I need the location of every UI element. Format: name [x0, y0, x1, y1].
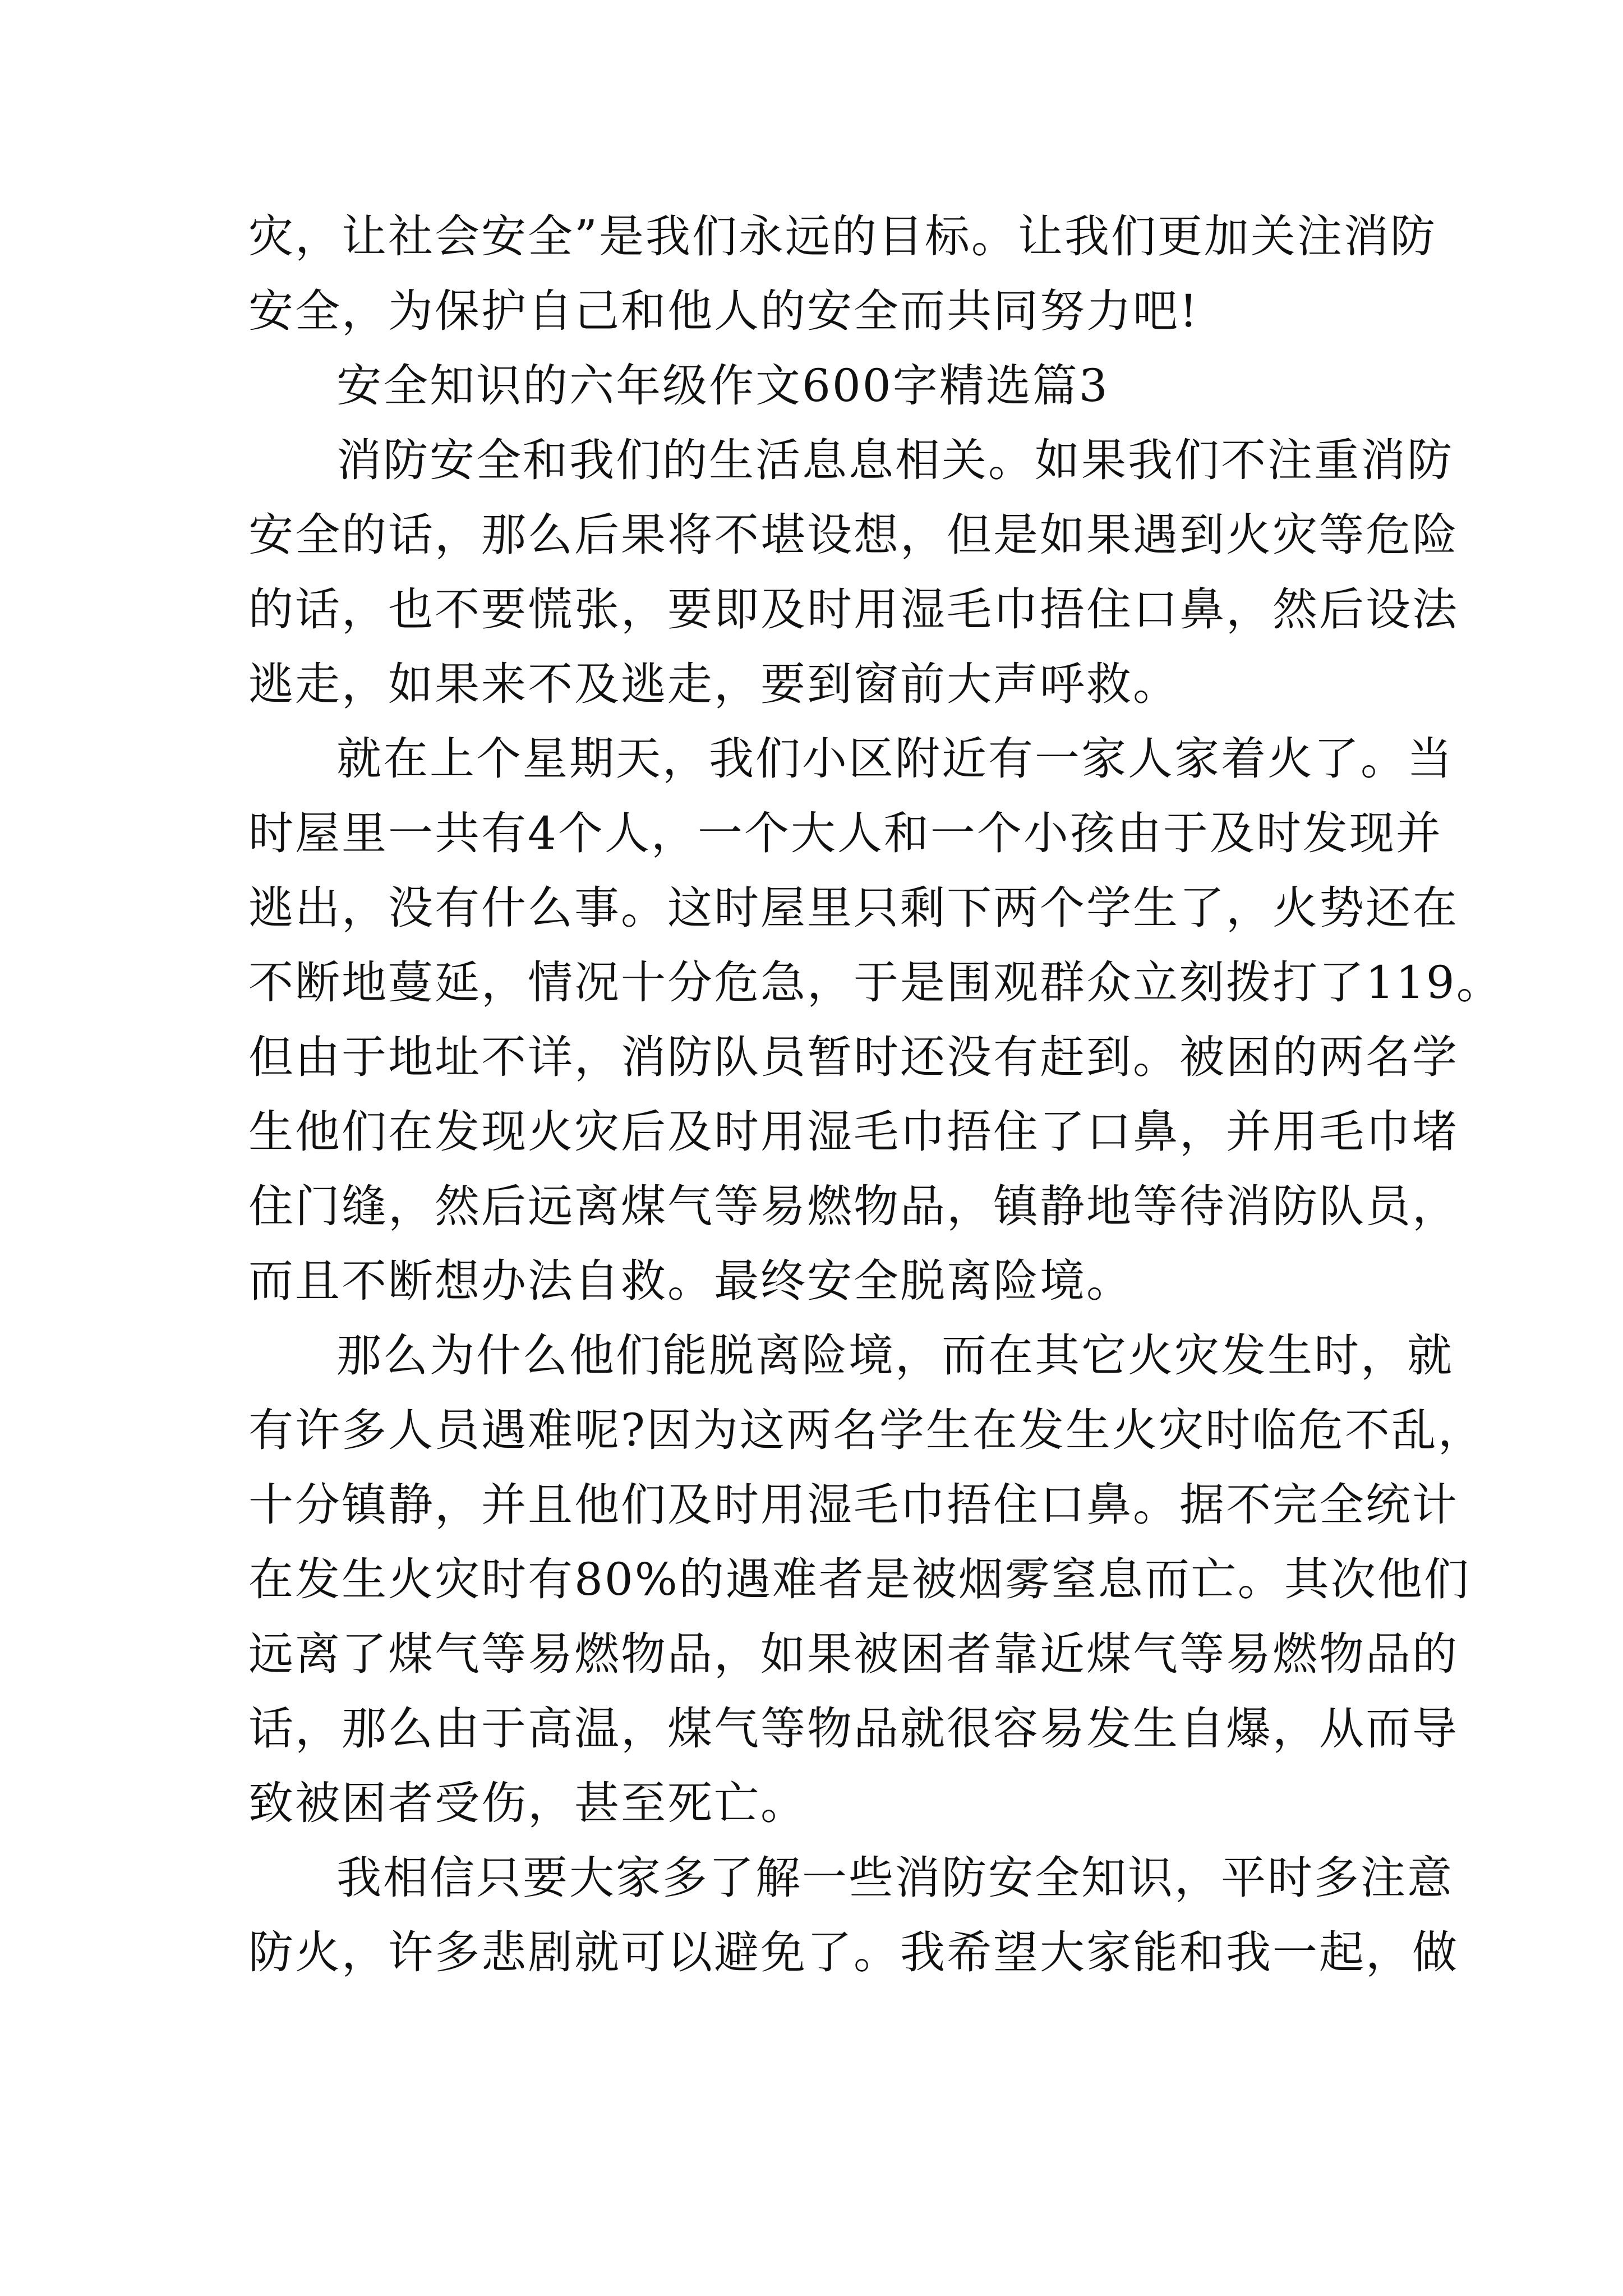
text-line: 不断地蔓延，情况十分危急，于是围观群众立刻拨打了119。 — [248, 956, 1503, 1009]
text-line: 安全，为保护自己和他人的安全而共同努力吧! — [248, 285, 1200, 337]
text-line: 防火，许多悲剧就可以避免了。我希望大家能和我一起，做 — [248, 1926, 1459, 1978]
text-line: 那么为什么他们能脱离险境，而在其它火灾发生时，就 — [336, 1329, 1454, 1382]
text-line: 安全的话，那么后果将不堪设想，但是如果遇到火灾等危险 — [248, 509, 1459, 561]
text-line: 逃走，如果来不及逃走，要到窗前大声呼救。 — [248, 658, 1179, 710]
text-line: 远离了煤气等易燃物品，如果被困者靠近煤气等易燃物品的 — [248, 1628, 1459, 1680]
text-line: 消防安全和我们的生活息息相关。如果我们不注重消防 — [336, 434, 1454, 486]
text-line: 逃出，没有什么事。这时屋里只剩下两个学生了，火势还在 — [248, 882, 1459, 934]
text-line: 有许多人员遇难呢?因为这两名学生在发生火灾时临危不乱， — [248, 1404, 1484, 1456]
text-line: 话，那么由于高温，煤气等物品就很容易发生自爆，从而导 — [248, 1703, 1459, 1755]
text-line: 灾，让社会安全”是我们永远的目标。让我们更加关注消防 — [248, 210, 1437, 263]
text-line: 致被困者受伤，甚至死亡。 — [248, 1777, 807, 1829]
text-line: 在发生火灾时有80%的遇难者是被烟雾窒息而亡。其次他们 — [248, 1553, 1470, 1605]
text-line: 而且不断想办法自救。最终安全脱离险境。 — [248, 1255, 1133, 1307]
text-line: 住门缝，然后远离煤气等易燃物品，镇静地等待消防队员， — [248, 1180, 1459, 1232]
text-line: 就在上个星期天，我们小区附近有一家人家着火了。当 — [336, 733, 1454, 785]
text-line: 十分镇静，并且他们及时用湿毛巾捂住口鼻。据不完全统计 — [248, 1479, 1459, 1531]
text-line: 但由于地址不详，消防队员暂时还没有赶到。被困的两名学 — [248, 1031, 1459, 1083]
section-heading: 安全知识的六年级作文600字精选篇3 — [336, 360, 1109, 412]
text-line: 我相信只要大家多了解一些消防安全知识，平时多注意 — [336, 1852, 1454, 1904]
text-line: 的话，也不要慌张，要即及时用湿毛巾捂住口鼻，然后设法 — [248, 583, 1459, 636]
text-line: 生他们在发现火灾后及时用湿毛巾捂住了口鼻，并用毛巾堵 — [248, 1106, 1459, 1158]
text-line: 时屋里一共有4个人，一个大人和一个小孩由于及时发现并 — [248, 807, 1442, 859]
